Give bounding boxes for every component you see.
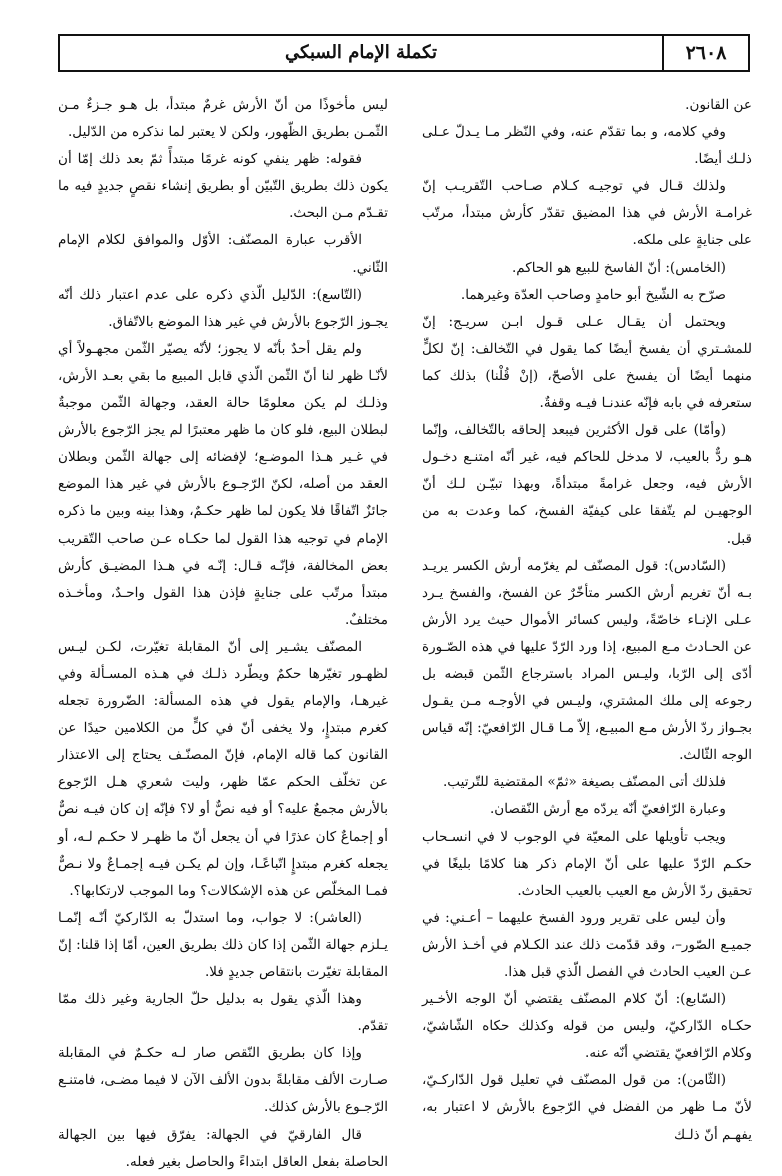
paragraph: (التّاسع): الدّليل الّذي ذكره على عدم اعتبار ذلك أنّه يجـوز الرّجوع بالأرش في غير هذا الموضع بالاتّفاق. bbox=[58, 286, 388, 330]
paragraph: وإذا كان بطريق النّقص صار لـه حكـمٌ في المقابلة صـارت الألف مقابلةً بدون الألف الآن لا فيما مضـى، فامتنـع الرّجـوع بالأرش كذلك. bbox=[58, 1045, 388, 1116]
text-columns bbox=[58, 92, 752, 1170]
paragraph: (السّادس): قول المصنّف لم يغرّمه أرش الكسر يريـد بـه أنّ تغريم أرش الكسر متأخّرٌ عن الفسخ، والفسخ يـرد عـلى الإنـاء خاصّةً، وليس كسائر الأموال حيث يرد الأرش عن الحـادث مـع المبيع، إذا ورد الرّدّ عليها في هذه الصّـورة أدّى إلى الرّبا، وليـس المراد باسترجاع الثّمن قبضه بل رجوعه إلى ملك المشتري، وليـس في الأوجـه مـن يقـول بجـواز ردّ الأرش مـع المبيـع، إلاّ مـا قـال الرّافعيّ: إنّه قياس الوجه الثّالث. bbox=[422, 557, 752, 764]
paragraph: فقوله: ظهر ينفي كونه غرمًا مبتدأً ثمّ بعد ذلك إمّا أن يكون ذلك بطريق التّبيّن أو بطريق إنشاء نقصٍ جديدٍ فيه ما تقـدّم مـن البحث. bbox=[58, 151, 388, 222]
paragraph: ويجب تأويلها على المعيّة في الوجوب لا في انسـحاب حكـم الرّدّ عليها على أنّ الإمام ذكر هنا كلامًا بليغًا في تحقيق ردّ الأرش مع العيب بالعيب الحادث. bbox=[422, 828, 752, 899]
paragraph: ولم يقل أحدٌ بأنّه لا يجوز؛ لأنّه يصيّر الثّمن مجهـولاً أي لأنّـا ظهر لنا أنّ الثّمن الّذي قابل المبيع ما بقي بعـد الأرش، وذلـك لم يكن معلومًا حالة العقد، وجهالة الثّمن موجبةٌ لبطلان البيع، فلو كان ما ظهر معتبرًا لم يجز الرّجوع بالأرش في غـير هـذا الموضـع؛ لإفضائه إلى جهالة الثّمن وبطلان العقد من أصله، لكنّ الرّجـوع بالأرش في غير هذا الموضع جائزٌ اتّفاقًا فلا يكون لما ظهر حكـمٌ، وهذا بينه وبين ما ذكره الإمام في توجيه هذا القول لما حكـاه عـن صاحب التّقريب بعض المخالفة، فإنّـه قـال: إنّـه في هـذا المضيـق كأرش مبتدأ مرتّب على جنايةٍ فإذن هذا القول واحـدٌ، ومأخـذه مختلفٌ. bbox=[58, 340, 388, 628]
paragraph: وعبارة الرّافعيّ أنّه يردّه مع أرش النّقصان. bbox=[489, 801, 726, 818]
paragraph: الأقرب عبارة المصنّف: الأوّل والموافق لكلام الإمام الثّاني. bbox=[58, 232, 388, 276]
right-column bbox=[422, 92, 752, 1143]
book-page bbox=[58, 34, 752, 1170]
page-header bbox=[58, 34, 750, 72]
running-title: تكملة الإمام السبكي bbox=[285, 42, 437, 63]
paragraph: صرّح به الشّيخ أبو حامدٍ وصاحب العدّة وغيرهما. bbox=[460, 286, 726, 303]
paragraph: وفي كلامه، و بما تقدّم عنه، وفي النّظر مـا يـدلّ عـلى ذلـك أيضًا. bbox=[422, 124, 752, 168]
paragraph: ويحتمل أن يقـال عـلى قـول ابـن سريـج: إنّ للمشـتري أن يفسخ أيضًا كما يقول في التّخالف: إنّ لكلٍّ منهما أيضًا أن يفسخ على الأصحّ، (إنْ قُلْنا) بذلك كما ستعرفه في بابه فإنّه عندنـا فيـه وقفةٌ. bbox=[422, 313, 752, 412]
paragraph: (الخامس): أنّ الفاسخ للبيع هو الحاكم. bbox=[511, 259, 726, 276]
left-column bbox=[58, 92, 388, 1170]
paragraph: (الثّامن): من قول المصنّف في تعليل قول الدّاركـيّ، لأنّ مـا ظهر من الفضل في الرّجوع بالأرش لا اعتبار به، يفهـم أنّ ذلـك bbox=[422, 1072, 752, 1143]
paragraph: فلذلك أتى المصنّف بصيغة «ثمّ» المقتضية للتّرتيب. bbox=[442, 774, 726, 791]
paragraph: (وأمّا) على قول الأكثرين فيبعد إلحاقه بالتّخالف، وإنّما هـو ردٌّ بالعيب، لا مدخل للحاكم فيه، غير أنّه امتنـع دخـول الأرش فيه، وجعل غرامةً مبتدأةً، وبهذا تبيّـن لـك أنّ الوجهيـن لم يتّفقا على كيفيّة الفسخ، كما وعدت به من قبل. bbox=[422, 422, 752, 547]
paragraph: عن القانون. bbox=[685, 97, 752, 113]
paragraph: (العاشر): لا جواب، وما استدلّ به الدّاركيّ أنّـه إنّمـا يـلزم جهالة الثّمن إذا كان ذلك بطريق العين، أمّا إذا قلنا: إنّ المقابلة تغيّرت بانتقاص جديدٍ فلا. bbox=[58, 909, 388, 980]
paragraph: (السّابع): أنّ كلام المصنّف يقتضي أنّ الوجه الأخـير حكـاه الدّاركيّ، وليس من قوله وكذلك حكاه الشّاشيّ، وكلام الرّافعيّ يقتضي أنّه عنه. bbox=[422, 991, 752, 1062]
paragraph: وأن ليس على تقرير ورود الفسخ عليهما – أعـني: في جميـع الصّور–، وقد قدّمت ذلك عند الكـلام في أخـذ الأرش عـن العيب الحادث في الفصل الّذي قبل هذا. bbox=[422, 909, 752, 980]
paragraph: ولذلك قـال في توجيـه كـلام صـاحب التّقريـب إنّ غرامـة الأرش في هذا المضيق تقدّر كأرش مبتدأ، مرتّب على جنايةٍ على ملكه. bbox=[422, 178, 752, 249]
paragraph: وهذا الّذي يقول به بدليل حلّ الجارية وغير ذلك ممّا تقدّم. bbox=[58, 991, 388, 1035]
paragraph: ليس مأخوذًا من أنّ الأرش غرمٌ مبتدأ، بل هـو جـزءٌ مـن الثّمـن بطريق الظّهور، ولكن لا يعتبر لما نذكره من الدّليل. bbox=[58, 97, 388, 141]
page-number: ٢٦٠٨ bbox=[662, 36, 748, 70]
paragraph: قال الفارقيّ في الجهالة: يفرّق فيها بين الجهالة الحاصلة بفعل العاقل ابتداءً والحاصل بغير فعله. bbox=[58, 1126, 388, 1170]
paragraph: المصنّف يشـير إلى أنّ المقابلة تغيّرت، لكـن ليـس لظهـور تغيّرها حكمٌ ويطّرد ذلـك في هـذه المسـألة وفي غيرهـا، والإمام يقول في هذه المسألة: الضّرورة تجعله كغرم مبتدإٍ، ولا يخفى أنّ في كلٍّ من الكلامين حيدًا عن القانون كما قاله الإمام، فإنّ المصنّـف يحتاج إلى الاعتذار عن تخلّف الحكم عمّا ظهر، وليت شعري هـل الرّجوع بالأرش مجمعٌ عليه؟ أو فيه نصٌّ أو لا؟ فإنّه إن كان فيـه نصٌّ أو إجماعٌ كان عذرًا في أن يجعل أنّ ما ظهـر لا حكـم لـه، أو يجعله كغرم مبتدإٍ اتّباعًـا، وإن لم يكـن فيـه إجمـاعٌ ولا نـصٌّ فمـا المخلّص عن هذه الإشكالات؟ وما الموجب لارتكابها؟. bbox=[58, 638, 388, 899]
